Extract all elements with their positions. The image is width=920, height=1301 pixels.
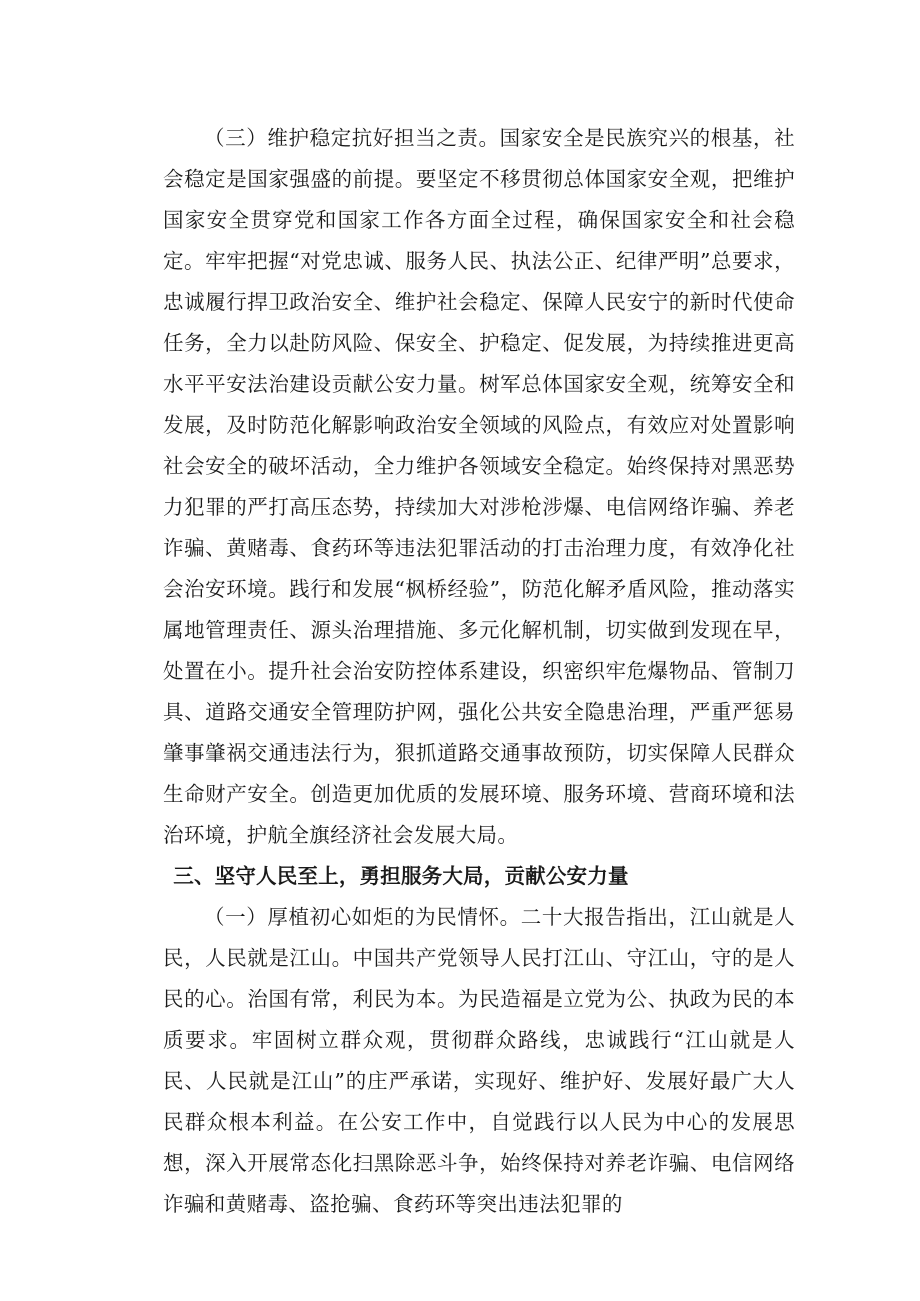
- body-paragraph-people: （一）厚植初心如炬的为民情怀。二十大报告指出，江山就是人民，人民就是江山。中国共产党领导人民打江山、守江山，守的是人民的心。治国有常，利民为本。为民造福是立党为公、执政为民的本质要求。牢固树立群众观，贯彻群众路线，忠诚践行“江山就是人民、人民就是江山”的庄严承诺，实现好、维护好、发展好最广大人民群众根本利益。在公安工作中，自觉践行以人民为中心的发展思想，深入开展常态化扫黑除恶斗争，始终保持对养老诈骗、电信网络诈骗和黄赌毒、盗抢骗、食药环等突出违法犯罪的: [163, 905, 795, 1216]
- body-paragraph-stability: （三）维护稳定抗好担当之责。国家安全是民族究兴的根基，社会稳定是国家强盛的前提。要坚定不移贯彻总体国家安全观，把维护国家安全贯穿党和国家工作各方面全过程，确保国家安全和社会稳定。牢牢把握“对党忠诚、服务人民、执法公正、纪律严明”总要求，忠诚履行捍卫政治安全、维护社会稳定、保障人民安宁的新时代使命任务，全力以赴防风险、保安全、护稳定、促发展，为持续推进更高水平平安法治建设贡献公安力量。树军总体国家安全观，统筹安全和发展，及时防范化解影响政治安全领域的风险点，有效应对处置影响社会安全的破坏活动，全力维护各领域安全稳定。始终保持对黑恶势力犯罪的严打高压态势，持续加大对涉枪涉爆、电信网络诈骗、养老诈骗、黄赌毒、食药环等违法犯罪活动的打击治理力度，有效净化社会治安环境。践行和发展“枫桥经验”，防范化解矛盾风险，推动落实属地管理责任、源头治理措施、多元化解机制，切实做到发现在早，处置在小。提升社会治安防控体系建设，织密织牢危爆物品、管制刀具、道路交通安全管理防护网，强化公共安全隐患治理，严重严惩易肇事肇祸交通违法行为，狠抓道路交通事故预防，切实保障人民群众生命财产安全。创造更加优质的发展环境、服务环境、营商环境和法治环境，护航全旗经济社会发展大局。: [163, 126, 795, 847]
- document-page: [163, 118, 795, 1225]
- section-heading: 三、坚守人民至上，勇担服务大局，贡献公安力量: [173, 864, 629, 888]
